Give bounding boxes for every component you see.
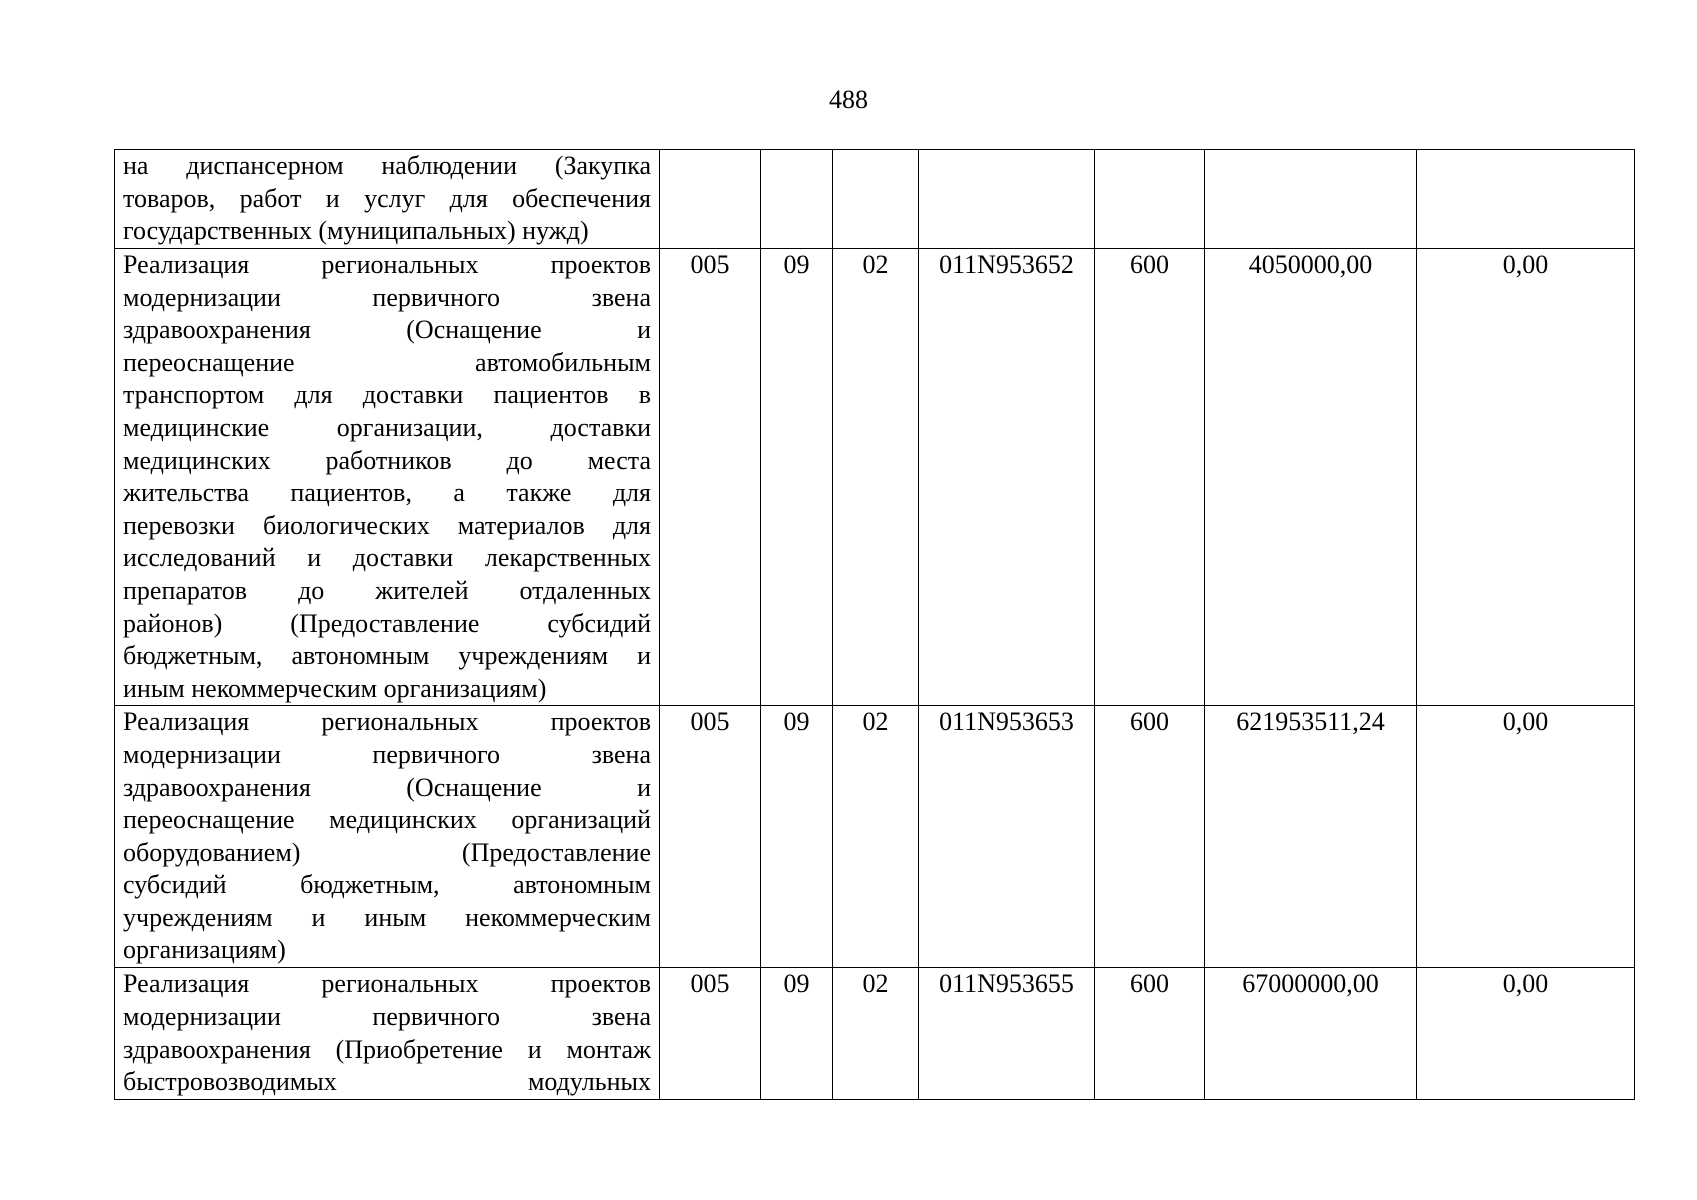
description-line: модернизации первичного звена xyxy=(123,1001,651,1031)
description-cell xyxy=(115,150,660,249)
expense-type-cell: 600 xyxy=(1095,706,1205,968)
section-code-cell: 09 xyxy=(761,706,833,968)
description-line: учреждениям и иным некоммерческим xyxy=(123,902,651,932)
description-line: субсидий бюджетным, автономным xyxy=(123,870,651,900)
description-line: товаров, работ и услуг для обеспечения xyxy=(123,183,651,213)
table-body xyxy=(115,150,1635,1100)
table-row xyxy=(115,706,1635,968)
description-line: модернизации первичного звена xyxy=(123,282,651,312)
table-row xyxy=(115,249,1635,706)
amount-cell: 4050000,00 xyxy=(1205,249,1417,706)
description-line: здравоохранения (Приобретение и монтаж xyxy=(123,1034,651,1064)
description-line: переоснащение автомобильным xyxy=(123,347,651,377)
description-line: Реализация региональных проектов xyxy=(123,707,651,737)
target-article-cell xyxy=(919,150,1095,249)
description-line: иным некоммерческим организациям) xyxy=(123,673,547,703)
amount-second-cell: 0,00 xyxy=(1417,706,1635,968)
target-article-cell: 011N953653 xyxy=(919,706,1095,968)
description-line: Реализация региональных проектов xyxy=(123,969,651,999)
target-article-cell: 011N953655 xyxy=(919,968,1095,1099)
department-code-cell xyxy=(660,150,761,249)
description-cell xyxy=(115,249,660,706)
description-line: медицинских работников до места xyxy=(123,445,651,475)
subsection-code-cell xyxy=(833,150,919,249)
description-line: переоснащение медицинских организаций xyxy=(123,805,651,835)
description-line: на диспансерном наблюдении (Закупка xyxy=(123,151,651,180)
description-cell xyxy=(115,706,660,968)
description-line: здравоохранения (Оснащение и xyxy=(123,772,651,802)
page-number: 488 xyxy=(829,85,868,114)
subsection-code-cell: 02 xyxy=(833,249,919,706)
section-code-cell: 09 xyxy=(761,249,833,706)
description-line: оборудованием) (Предоставление xyxy=(123,837,651,867)
subsection-code-cell: 02 xyxy=(833,968,919,1099)
description-line: медицинские организации, доставки xyxy=(123,412,651,442)
description-line: перевозки биологических материалов для xyxy=(123,510,651,540)
section-code-cell xyxy=(761,150,833,249)
budget-table xyxy=(114,149,1635,1100)
amount-second-cell: 0,00 xyxy=(1417,968,1635,1099)
department-code-cell: 005 xyxy=(660,249,761,706)
description-line: препаратов до жителей отдаленных xyxy=(123,575,651,605)
description-line: районов) (Предоставление субсидий xyxy=(123,608,651,638)
department-code-cell: 005 xyxy=(660,968,761,1099)
subsection-code-cell: 02 xyxy=(833,706,919,968)
table-row xyxy=(115,968,1635,1099)
expense-type-cell xyxy=(1095,150,1205,249)
amount-cell xyxy=(1205,150,1417,249)
amount-second-cell: 0,00 xyxy=(1417,249,1635,706)
expense-type-cell: 600 xyxy=(1095,968,1205,1099)
description-line: организациям) xyxy=(123,935,286,965)
department-code-cell: 005 xyxy=(660,706,761,968)
description-line: исследований и доставки лекарственных xyxy=(123,543,651,573)
expense-type-cell: 600 xyxy=(1095,249,1205,706)
description-cell xyxy=(115,968,660,1099)
table-row xyxy=(115,150,1635,249)
description-line: жительства пациентов, а также для xyxy=(123,478,651,508)
amount-cell: 67000000,00 xyxy=(1205,968,1417,1099)
amount-cell: 621953511,24 xyxy=(1205,706,1417,968)
target-article-cell: 011N953652 xyxy=(919,249,1095,706)
description-line: здравоохранения (Оснащение и xyxy=(123,315,651,345)
description-line: модернизации первичного звена xyxy=(123,739,651,769)
amount-second-cell xyxy=(1417,150,1635,249)
description-line: быстровозводимых модульных xyxy=(123,1067,651,1097)
description-line: государственных (муниципальных) нужд) xyxy=(123,216,589,246)
description-line: Реализация региональных проектов xyxy=(123,250,651,279)
section-code-cell: 09 xyxy=(761,968,833,1099)
description-line: бюджетным, автономным учреждениям и xyxy=(123,641,651,671)
description-line: транспортом для доставки пациентов в xyxy=(123,380,651,410)
